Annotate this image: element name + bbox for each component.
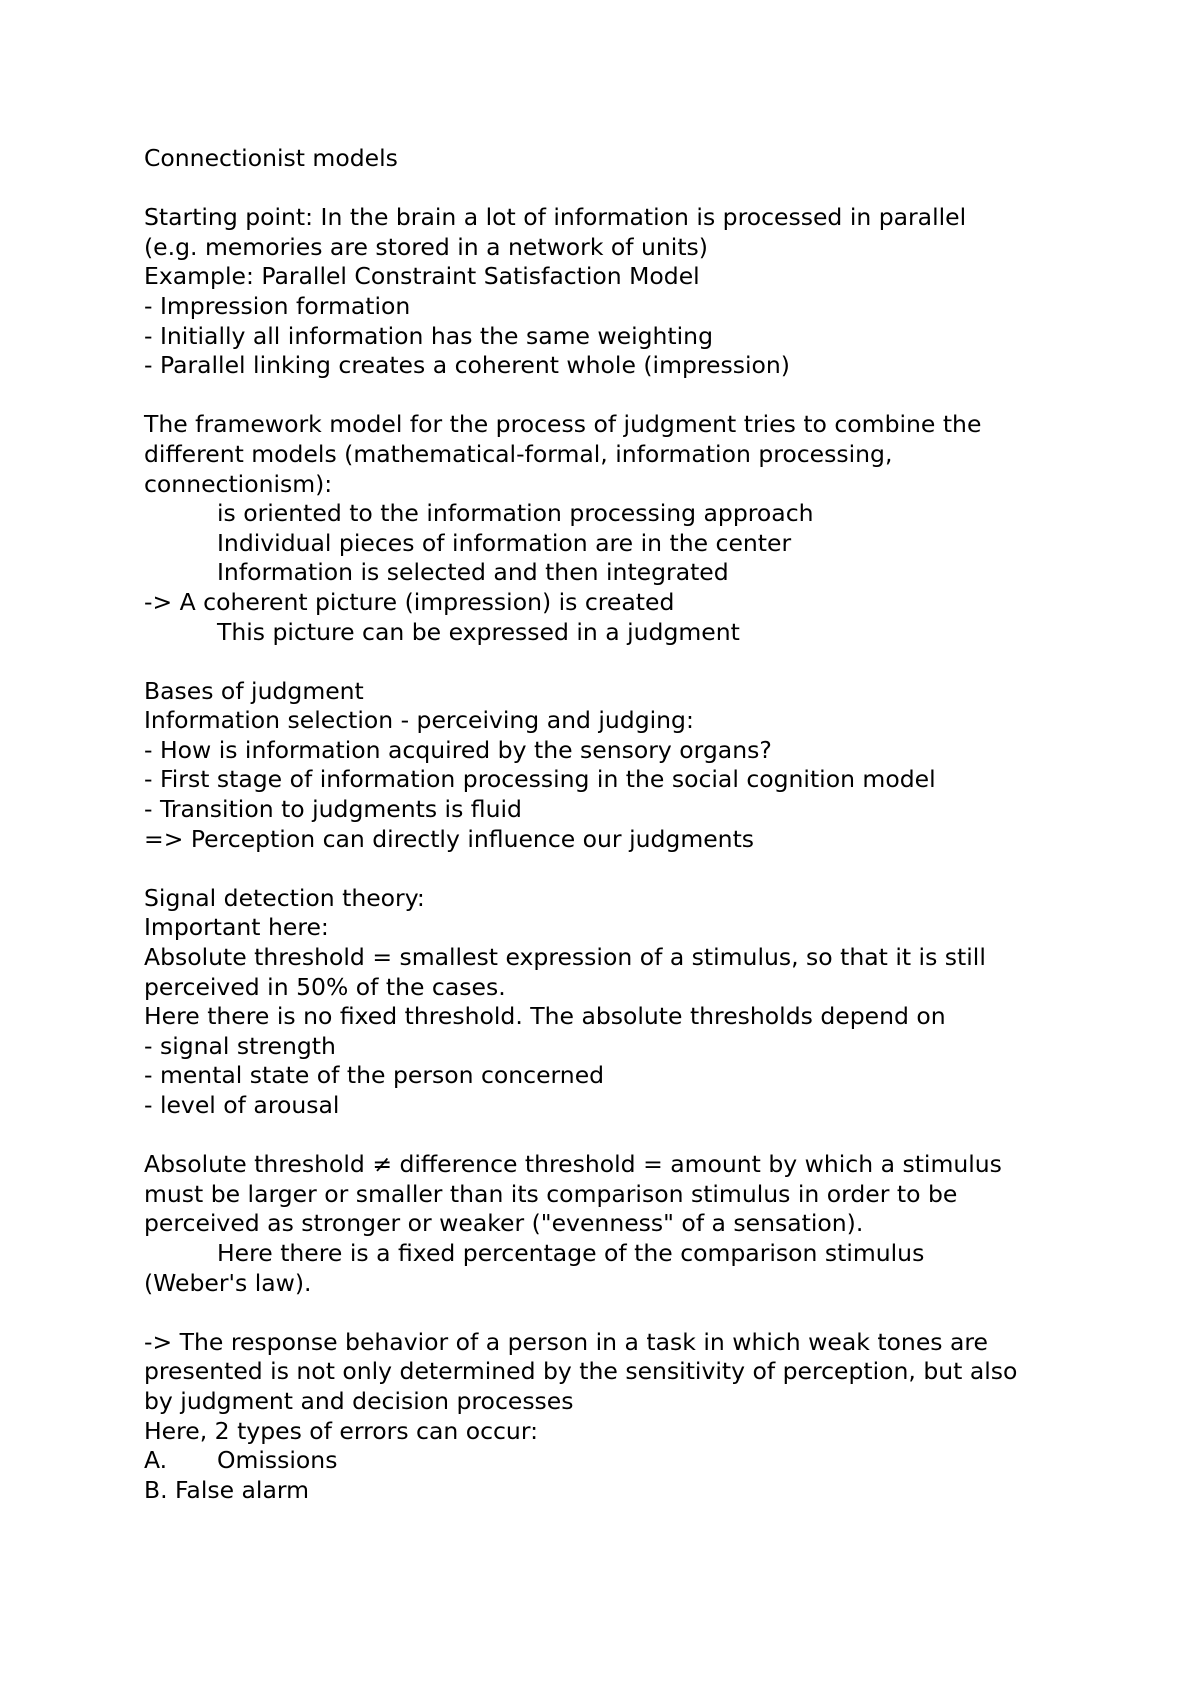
paragraph-line: connectionism): xyxy=(144,469,333,498)
indented-line: Here there is a fixed percentage of the comparison stimulus xyxy=(217,1238,925,1267)
paragraph-line: Here there is no fixed threshold. The absolute thresholds depend on xyxy=(144,1002,946,1031)
paragraph-line: -> The response behavior of a person in a task in which weak tones are xyxy=(144,1327,988,1356)
paragraph-line: => Perception can directly influence our judgments xyxy=(144,824,755,853)
blank-line xyxy=(144,647,1084,677)
list-item-text: Omissions xyxy=(217,1446,338,1475)
paragraph-line: (Weber's law). xyxy=(144,1268,312,1297)
paragraph-line: Here, 2 types of errors can occur: xyxy=(144,1416,538,1445)
list-item: B. False alarm xyxy=(144,1475,309,1504)
paragraph-line: by judgment and decision processes xyxy=(144,1386,574,1415)
indented-line: Information is selected and then integrated xyxy=(217,558,729,587)
blank-line xyxy=(144,1121,1084,1151)
section-heading: Signal detection theory: xyxy=(144,883,425,912)
list-item: - Initially all information has the same weighting xyxy=(144,321,713,350)
list-item: - Impression formation xyxy=(144,291,411,320)
paragraph-line: perceived as stronger or weaker ("evenness" of a sensation). xyxy=(144,1209,864,1238)
blank-line xyxy=(144,174,1084,204)
blank-line xyxy=(144,1298,1084,1328)
indented-line: This picture can be expressed in a judgment xyxy=(217,617,740,646)
list-item: - How is information acquired by the sensory organs? xyxy=(144,735,772,764)
list-item xyxy=(144,1446,1084,1476)
paragraph-line: (e.g. memories are stored in a network of units) xyxy=(144,232,708,261)
paragraph-line: Information selection - perceiving and judging: xyxy=(144,706,694,735)
indented-line: Individual pieces of information are in the center xyxy=(217,528,792,557)
paragraph-line: -> A coherent picture (impression) is created xyxy=(144,587,675,616)
indented-line: is oriented to the information processing approach xyxy=(217,499,814,528)
blank-line xyxy=(144,854,1084,884)
paragraph-line: The framework model for the process of judgment tries to combine the xyxy=(144,410,982,439)
paragraph-line: different models (mathematical-formal, information processing, xyxy=(144,439,893,468)
list-item: - signal strength xyxy=(144,1031,336,1060)
list-item: - Parallel linking creates a coherent whole (impression) xyxy=(144,351,790,380)
document-body xyxy=(144,144,1084,1505)
document-title: Connectionist models xyxy=(144,144,398,172)
paragraph-line: Important here: xyxy=(144,913,329,942)
paragraph-line: presented is not only determined by the sensitivity of perception, but also xyxy=(144,1357,1018,1386)
list-item: - Transition to judgments is fluid xyxy=(144,795,522,824)
section-heading: Bases of judgment xyxy=(144,676,364,705)
list-item: - mental state of the person concerned xyxy=(144,1061,605,1090)
paragraph-line: must be larger or smaller than its comparison stimulus in order to be xyxy=(144,1179,958,1208)
paragraph-line: Absolute threshold = smallest expression of a stimulus, so that it is still xyxy=(144,943,986,972)
paragraph-line: Example: Parallel Constraint Satisfaction Model xyxy=(144,262,700,291)
list-item: - level of arousal xyxy=(144,1091,340,1119)
list-item-label: A. xyxy=(144,1446,168,1475)
paragraph-line: perceived in 50% of the cases. xyxy=(144,972,506,1001)
blank-line xyxy=(144,381,1084,411)
list-item: - First stage of information processing in the social cognition model xyxy=(144,765,936,794)
paragraph-line: Absolute threshold ≠ difference threshold = amount by which a stimulus xyxy=(144,1150,1002,1179)
paragraph-line: Starting point: In the brain a lot of information is processed in parallel xyxy=(144,203,967,232)
